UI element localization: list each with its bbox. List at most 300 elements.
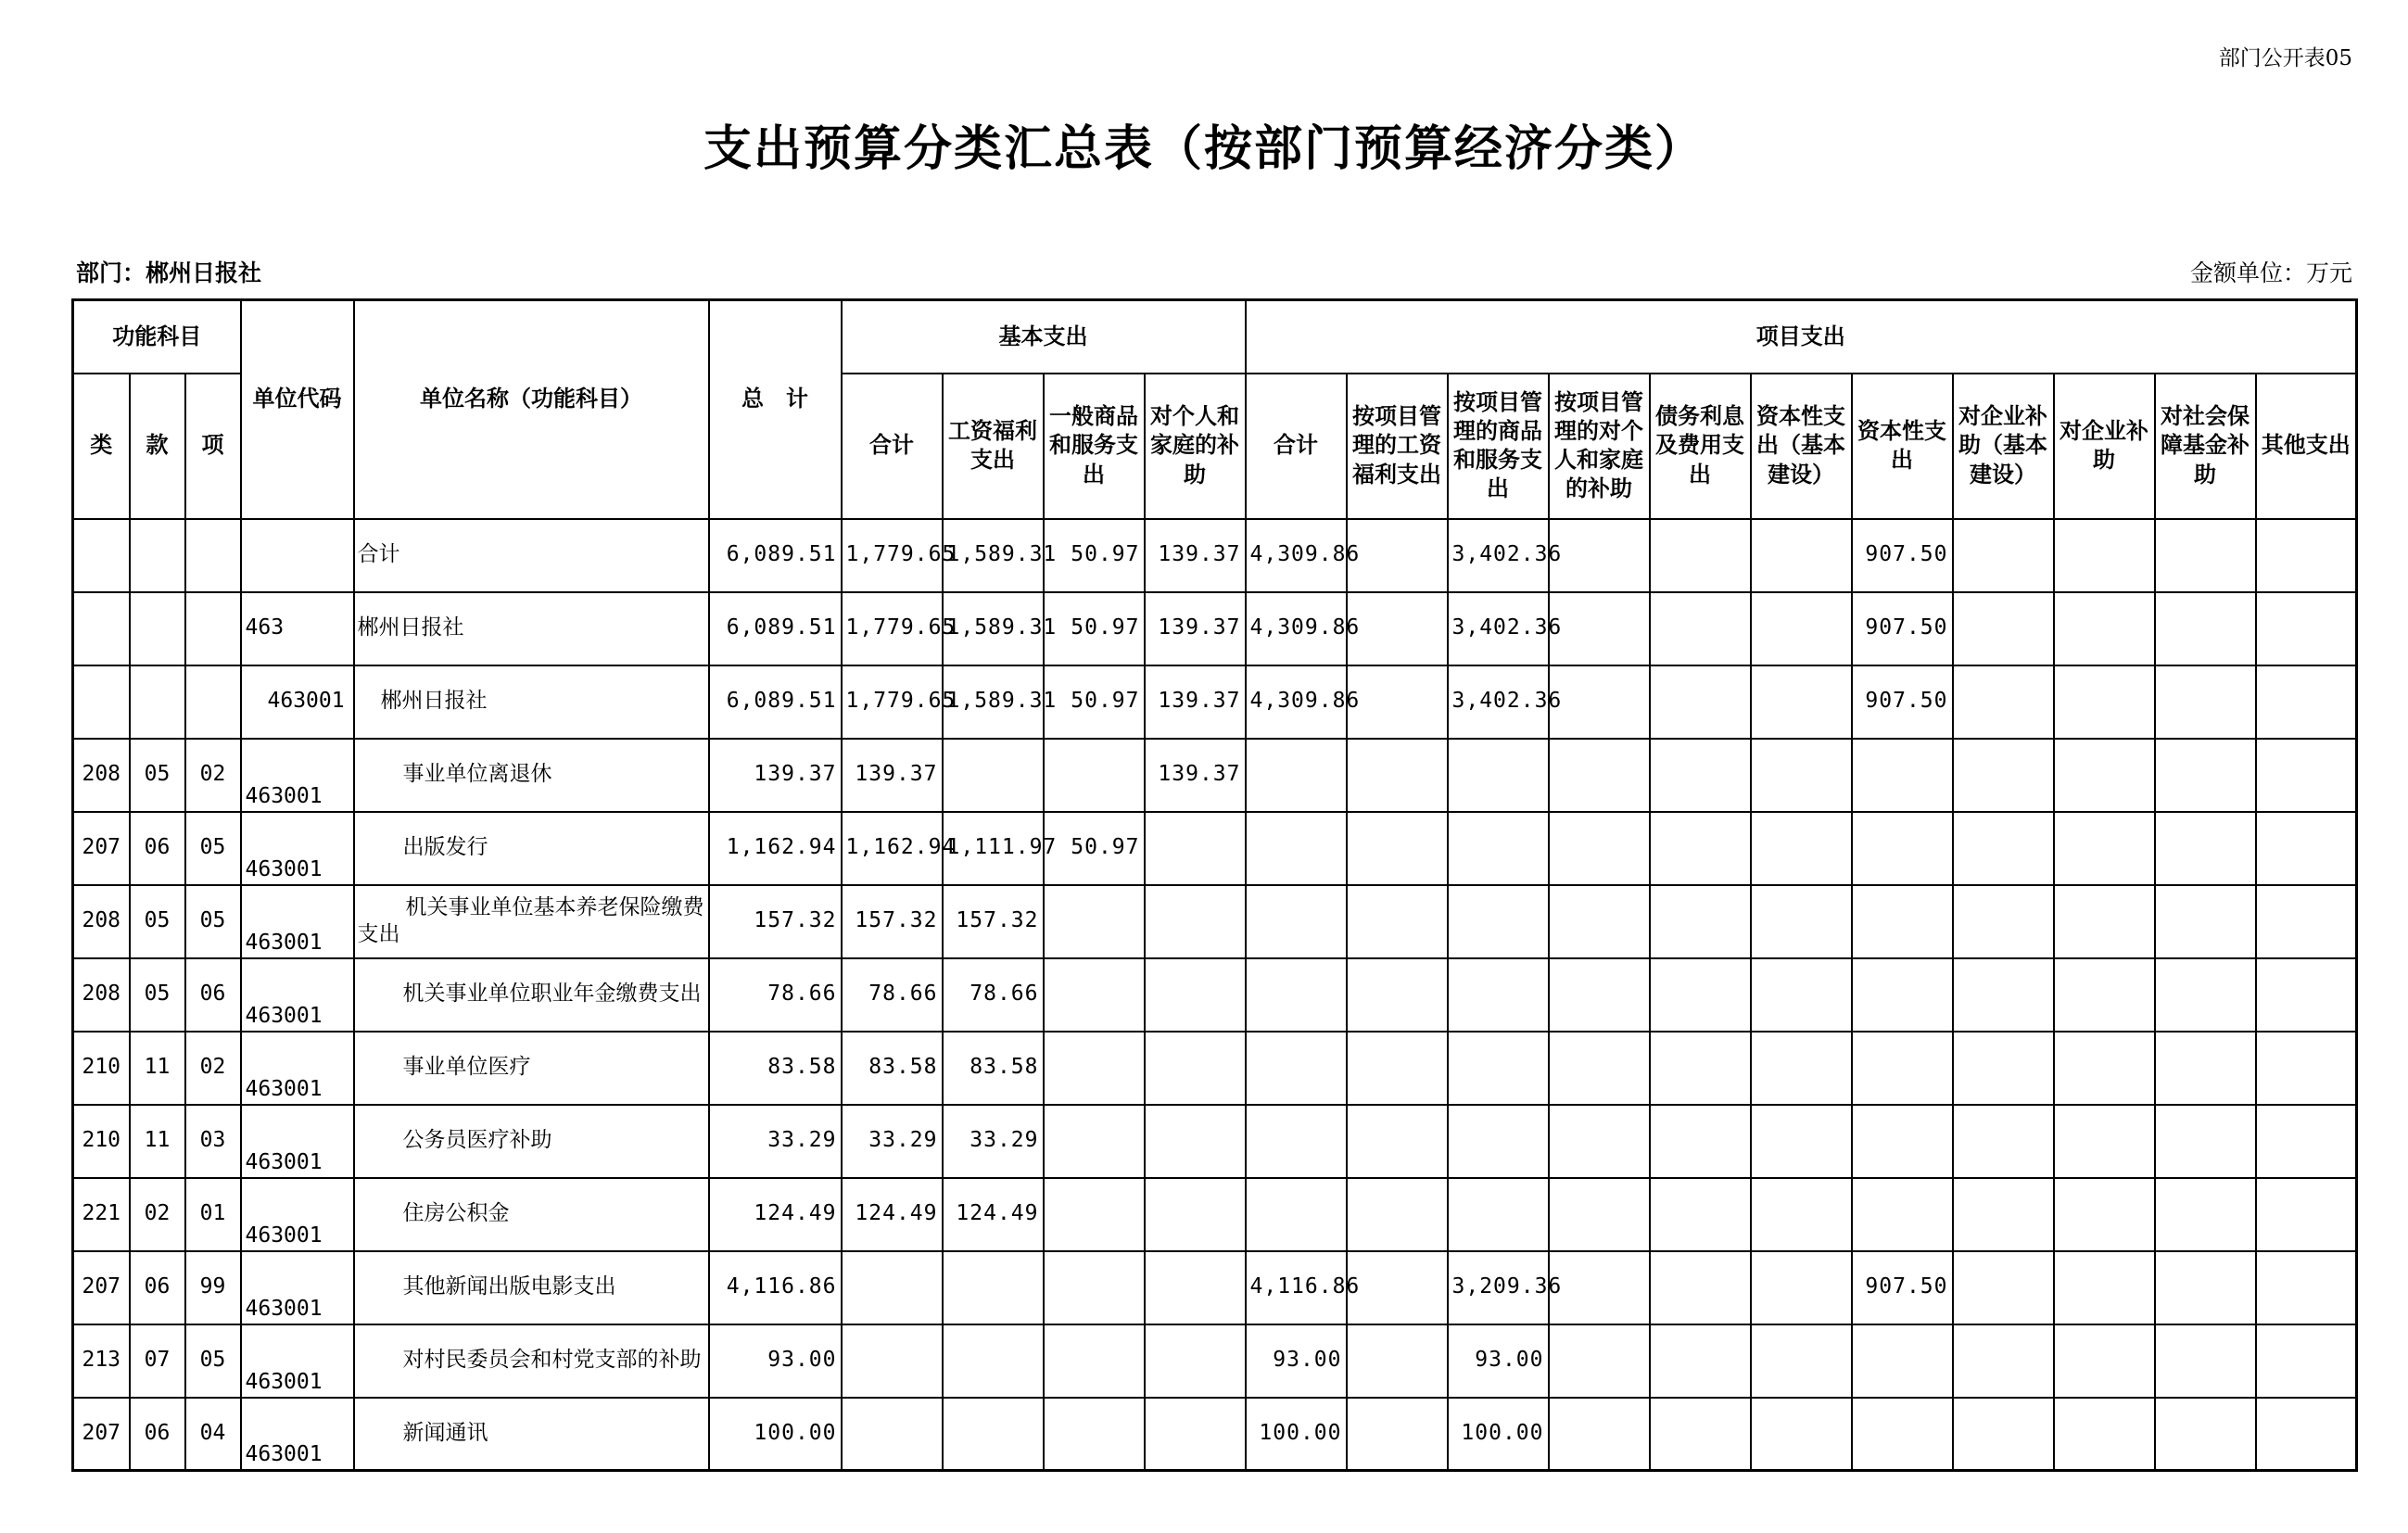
cell-unit-code: 463001: [241, 812, 354, 885]
cell-p-capbuild: [1751, 958, 1852, 1032]
cell-p-social: [2155, 1105, 2256, 1178]
cell-p-entbuild: [1953, 1324, 2054, 1398]
cell-b-goods: [1044, 1105, 1145, 1178]
cell-total: 4,116.86: [709, 1251, 842, 1324]
cell-xiang: 01: [185, 1178, 241, 1251]
cell-total: 83.58: [709, 1032, 842, 1105]
cell-b-wage: 83.58: [943, 1032, 1044, 1105]
cell-p-capbuild: [1751, 1105, 1852, 1178]
cell-p-social: [2155, 1398, 2256, 1471]
budget-table: [71, 298, 2358, 1472]
cell-p-goods: 3,402.36: [1448, 665, 1549, 739]
cell-p-entbuild: [1953, 1251, 2054, 1324]
header-lei: 类: [73, 374, 130, 519]
cell-p-wage: [1347, 1105, 1448, 1178]
header-project-col: 对企业补助（基本建设）: [1953, 374, 2054, 519]
cell-b-total: 1,779.65: [842, 519, 943, 592]
header-project-col: 按项目管理的工资福利支出: [1347, 374, 1448, 519]
cell-xiang: 02: [185, 1032, 241, 1105]
cell-lei: 210: [73, 1032, 130, 1105]
cell-unit-name: 其他新闻出版电影支出: [354, 1251, 709, 1324]
cell-p-cap: [1852, 1398, 1953, 1471]
cell-unit-code: 463001: [241, 885, 354, 958]
cell-p-goods: [1448, 885, 1549, 958]
cell-b-goods: [1044, 1324, 1145, 1398]
cell-p-social: [2155, 1032, 2256, 1105]
cell-p-wage: [1347, 1032, 1448, 1105]
cell-p-entbuild: [1953, 592, 2054, 665]
cell-p-ent: [2054, 519, 2155, 592]
cell-b-family: [1145, 1032, 1246, 1105]
header-basic-expense: 基本支出: [842, 300, 1246, 374]
cell-p-cap: [1852, 1178, 1953, 1251]
cell-p-capbuild: [1751, 1398, 1852, 1471]
cell-unit-code: 463001: [241, 1251, 354, 1324]
table-row: [73, 1105, 2357, 1178]
cell-p-cap: [1852, 958, 1953, 1032]
cell-p-other: [2256, 739, 2357, 812]
cell-p-cap: [1852, 812, 1953, 885]
header-project-col: 对企业补助: [2054, 374, 2155, 519]
cell-p-debt: [1650, 1178, 1751, 1251]
cell-p-cap: 907.50: [1852, 592, 1953, 665]
cell-p-total: 4,116.86: [1246, 1251, 1347, 1324]
cell-p-entbuild: [1953, 885, 2054, 958]
table-row: [73, 1324, 2357, 1398]
cell-p-ent: [2054, 1178, 2155, 1251]
cell-p-total: [1246, 1178, 1347, 1251]
cell-b-wage: [943, 739, 1044, 812]
cell-kuan: [130, 519, 185, 592]
cell-b-total: 33.29: [842, 1105, 943, 1178]
cell-p-other: [2256, 665, 2357, 739]
cell-lei: 213: [73, 1324, 130, 1398]
cell-p-entbuild: [1953, 1105, 2054, 1178]
cell-p-debt: [1650, 1105, 1751, 1178]
cell-lei: 208: [73, 739, 130, 812]
cell-p-other: [2256, 592, 2357, 665]
cell-xiang: 04: [185, 1398, 241, 1471]
cell-p-capbuild: [1751, 1251, 1852, 1324]
cell-p-social: [2155, 592, 2256, 665]
cell-p-cap: [1852, 1032, 1953, 1105]
cell-p-debt: [1650, 665, 1751, 739]
cell-unit-name: 住房公积金: [354, 1178, 709, 1251]
cell-p-cap: [1852, 739, 1953, 812]
cell-lei: 210: [73, 1105, 130, 1178]
cell-p-family: [1549, 1251, 1650, 1324]
cell-unit-code: 463001: [241, 1178, 354, 1251]
cell-p-wage: [1347, 1398, 1448, 1471]
cell-kuan: 02: [130, 1178, 185, 1251]
header-unit-name: 单位名称（功能科目）: [354, 300, 709, 519]
cell-p-family: [1549, 1324, 1650, 1398]
cell-p-wage: [1347, 1324, 1448, 1398]
cell-p-goods: [1448, 812, 1549, 885]
cell-b-goods: [1044, 1251, 1145, 1324]
table-row: [73, 1398, 2357, 1471]
cell-lei: 208: [73, 885, 130, 958]
header-project-col: 按项目管理的商品和服务支出: [1448, 374, 1549, 519]
cell-b-total: [842, 1398, 943, 1471]
cell-p-social: [2155, 1251, 2256, 1324]
cell-b-goods: 50.97: [1044, 665, 1145, 739]
cell-total: 157.32: [709, 885, 842, 958]
cell-p-goods: 3,209.36: [1448, 1251, 1549, 1324]
cell-total: 6,089.51: [709, 519, 842, 592]
cell-b-wage: 1,111.97: [943, 812, 1044, 885]
cell-p-entbuild: [1953, 739, 2054, 812]
table-row: [73, 1032, 2357, 1105]
header-basic-col: 一般商品和服务支出: [1044, 374, 1145, 519]
table-row: [73, 1178, 2357, 1251]
cell-b-wage: 1,589.31: [943, 592, 1044, 665]
cell-unit-code: 463: [241, 592, 354, 665]
cell-p-total: [1246, 1105, 1347, 1178]
cell-p-family: [1549, 958, 1650, 1032]
cell-p-goods: 3,402.36: [1448, 519, 1549, 592]
cell-xiang: 05: [185, 812, 241, 885]
cell-total: 139.37: [709, 739, 842, 812]
cell-lei: [73, 519, 130, 592]
cell-b-family: [1145, 1251, 1246, 1324]
cell-p-capbuild: [1751, 812, 1852, 885]
cell-b-wage: 157.32: [943, 885, 1044, 958]
cell-p-ent: [2054, 812, 2155, 885]
cell-unit-code: 463001: [241, 958, 354, 1032]
header-unit-code: 单位代码: [241, 300, 354, 519]
cell-p-other: [2256, 1105, 2357, 1178]
cell-b-goods: [1044, 885, 1145, 958]
cell-lei: 221: [73, 1178, 130, 1251]
cell-b-goods: 50.97: [1044, 592, 1145, 665]
cell-unit-code: 463001: [241, 1032, 354, 1105]
cell-kuan: 05: [130, 885, 185, 958]
cell-lei: 207: [73, 812, 130, 885]
cell-b-family: 139.37: [1145, 592, 1246, 665]
cell-p-debt: [1650, 592, 1751, 665]
cell-p-family: [1549, 519, 1650, 592]
cell-total: 1,162.94: [709, 812, 842, 885]
cell-unit-name: 机关事业单位职业年金缴费支出: [354, 958, 709, 1032]
cell-p-cap: [1852, 1105, 1953, 1178]
cell-b-family: 139.37: [1145, 519, 1246, 592]
cell-p-total: 4,309.86: [1246, 519, 1347, 592]
cell-p-ent: [2054, 592, 2155, 665]
cell-unit-name: 事业单位医疗: [354, 1032, 709, 1105]
cell-b-family: [1145, 958, 1246, 1032]
cell-xiang: 05: [185, 1324, 241, 1398]
cell-p-goods: [1448, 958, 1549, 1032]
cell-p-entbuild: [1953, 665, 2054, 739]
cell-p-social: [2155, 885, 2256, 958]
header-function-subject: 功能科目: [73, 300, 241, 374]
cell-p-total: 100.00: [1246, 1398, 1347, 1471]
cell-p-other: [2256, 1251, 2357, 1324]
cell-p-goods: [1448, 1178, 1549, 1251]
cell-p-entbuild: [1953, 519, 2054, 592]
cell-p-capbuild: [1751, 519, 1852, 592]
cell-p-debt: [1650, 885, 1751, 958]
cell-p-family: [1549, 1032, 1650, 1105]
cell-p-other: [2256, 1398, 2357, 1471]
cell-p-wage: [1347, 1251, 1448, 1324]
cell-kuan: 06: [130, 1398, 185, 1471]
cell-p-debt: [1650, 1251, 1751, 1324]
cell-p-entbuild: [1953, 1398, 2054, 1471]
cell-p-family: [1549, 1105, 1650, 1178]
table-row: [73, 519, 2357, 592]
cell-p-other: [2256, 1178, 2357, 1251]
cell-b-family: 139.37: [1145, 665, 1246, 739]
cell-b-wage: [943, 1251, 1044, 1324]
cell-p-other: [2256, 519, 2357, 592]
cell-p-family: [1549, 665, 1650, 739]
cell-p-ent: [2054, 1032, 2155, 1105]
cell-unit-code: 463001: [241, 739, 354, 812]
cell-p-capbuild: [1751, 885, 1852, 958]
cell-kuan: 05: [130, 739, 185, 812]
cell-p-social: [2155, 812, 2256, 885]
cell-total: 100.00: [709, 1398, 842, 1471]
header-project-col: 债务利息及费用支出: [1650, 374, 1751, 519]
cell-lei: [73, 592, 130, 665]
cell-b-family: 139.37: [1145, 739, 1246, 812]
cell-total: 6,089.51: [709, 592, 842, 665]
cell-total: 78.66: [709, 958, 842, 1032]
cell-b-wage: 1,589.31: [943, 519, 1044, 592]
department-label: 部门：郴州日报社: [76, 260, 262, 286]
cell-p-cap: 907.50: [1852, 665, 1953, 739]
cell-p-goods: 3,402.36: [1448, 592, 1549, 665]
cell-b-family: [1145, 812, 1246, 885]
cell-lei: 207: [73, 1251, 130, 1324]
cell-p-debt: [1650, 958, 1751, 1032]
cell-xiang: 99: [185, 1251, 241, 1324]
cell-p-ent: [2054, 1398, 2155, 1471]
table-row: [73, 1251, 2357, 1324]
cell-unit-name: 机关事业单位基本养老保险缴费支出: [354, 885, 709, 958]
cell-b-total: 157.32: [842, 885, 943, 958]
table-row: [73, 665, 2357, 739]
cell-b-total: [842, 1251, 943, 1324]
header-basic-col: 工资福利支出: [943, 374, 1044, 519]
cell-p-debt: [1650, 739, 1751, 812]
cell-p-wage: [1347, 592, 1448, 665]
cell-xiang: [185, 665, 241, 739]
cell-b-wage: 33.29: [943, 1105, 1044, 1178]
cell-p-other: [2256, 1032, 2357, 1105]
table-row: [73, 739, 2357, 812]
cell-p-wage: [1347, 812, 1448, 885]
cell-unit-code: [241, 519, 354, 592]
cell-b-total: 1,779.65: [842, 592, 943, 665]
cell-p-social: [2155, 519, 2256, 592]
header-project-col: 按项目管理的对个人和家庭的补助: [1549, 374, 1650, 519]
cell-b-total: 83.58: [842, 1032, 943, 1105]
cell-p-capbuild: [1751, 1032, 1852, 1105]
cell-p-family: [1549, 592, 1650, 665]
table-row: [73, 812, 2357, 885]
cell-p-total: [1246, 958, 1347, 1032]
cell-xiang: 06: [185, 958, 241, 1032]
cell-p-family: [1549, 1398, 1650, 1471]
cell-b-wage: [943, 1324, 1044, 1398]
cell-p-social: [2155, 665, 2256, 739]
cell-unit-name: 新闻通讯: [354, 1398, 709, 1471]
cell-p-wage: [1347, 519, 1448, 592]
table-row: [73, 885, 2357, 958]
cell-p-total: [1246, 1032, 1347, 1105]
cell-unit-name: 郴州日报社: [354, 665, 709, 739]
cell-p-other: [2256, 885, 2357, 958]
cell-unit-name: 公务员医疗补助: [354, 1105, 709, 1178]
cell-p-capbuild: [1751, 592, 1852, 665]
cell-p-entbuild: [1953, 812, 2054, 885]
cell-p-social: [2155, 739, 2256, 812]
cell-xiang: 02: [185, 739, 241, 812]
cell-p-ent: [2054, 1105, 2155, 1178]
cell-p-goods: [1448, 1032, 1549, 1105]
cell-b-goods: [1044, 1032, 1145, 1105]
cell-b-wage: 1,589.31: [943, 665, 1044, 739]
header-project-col: 合计: [1246, 374, 1347, 519]
cell-xiang: [185, 592, 241, 665]
cell-p-goods: 93.00: [1448, 1324, 1549, 1398]
cell-b-goods: 50.97: [1044, 812, 1145, 885]
cell-unit-name: 合计: [354, 519, 709, 592]
cell-kuan: 07: [130, 1324, 185, 1398]
cell-p-family: [1549, 885, 1650, 958]
cell-p-total: [1246, 739, 1347, 812]
header-project-col: 对社会保障基金补助: [2155, 374, 2256, 519]
cell-b-wage: 78.66: [943, 958, 1044, 1032]
cell-p-debt: [1650, 1398, 1751, 1471]
cell-unit-name: 郴州日报社: [354, 592, 709, 665]
cell-unit-code: 463001: [241, 665, 354, 739]
cell-p-cap: 907.50: [1852, 519, 1953, 592]
cell-p-total: 93.00: [1246, 1324, 1347, 1398]
cell-p-cap: [1852, 1324, 1953, 1398]
cell-p-total: 4,309.86: [1246, 665, 1347, 739]
header-basic-col: 对个人和家庭的补助: [1145, 374, 1246, 519]
cell-b-total: 1,162.94: [842, 812, 943, 885]
cell-lei: [73, 665, 130, 739]
budget-table-body: [73, 519, 2357, 1471]
cell-p-capbuild: [1751, 665, 1852, 739]
cell-p-other: [2256, 958, 2357, 1032]
cell-kuan: 05: [130, 958, 185, 1032]
cell-p-wage: [1347, 958, 1448, 1032]
cell-b-total: 124.49: [842, 1178, 943, 1251]
cell-p-capbuild: [1751, 1324, 1852, 1398]
cell-unit-code: 463001: [241, 1398, 354, 1471]
cell-p-other: [2256, 812, 2357, 885]
cell-p-debt: [1650, 1324, 1751, 1398]
cell-b-family: [1145, 1324, 1246, 1398]
cell-total: 33.29: [709, 1105, 842, 1178]
cell-p-goods: [1448, 739, 1549, 812]
cell-p-ent: [2054, 1251, 2155, 1324]
cell-p-entbuild: [1953, 1178, 2054, 1251]
cell-b-wage: 124.49: [943, 1178, 1044, 1251]
form-number: 部门公开表05: [2218, 46, 2352, 70]
cell-p-ent: [2054, 885, 2155, 958]
header-project-expense: 项目支出: [1246, 300, 2357, 374]
cell-p-entbuild: [1953, 1032, 2054, 1105]
page-title: 支出预算分类汇总表（按部门预算经济分类）: [703, 120, 1705, 177]
cell-p-ent: [2054, 1324, 2155, 1398]
cell-b-total: [842, 1324, 943, 1398]
cell-total: 124.49: [709, 1178, 842, 1251]
cell-p-other: [2256, 1324, 2357, 1398]
cell-p-total: 4,309.86: [1246, 592, 1347, 665]
cell-p-ent: [2054, 739, 2155, 812]
cell-p-total: [1246, 885, 1347, 958]
cell-p-cap: 907.50: [1852, 1251, 1953, 1324]
cell-b-goods: [1044, 739, 1145, 812]
cell-total: 6,089.51: [709, 665, 842, 739]
cell-p-entbuild: [1953, 958, 2054, 1032]
header-basic-col: 合计: [842, 374, 943, 519]
cell-b-total: 139.37: [842, 739, 943, 812]
cell-p-social: [2155, 1178, 2256, 1251]
cell-p-cap: [1852, 885, 1953, 958]
header-total: 总 计: [709, 300, 842, 519]
cell-b-goods: [1044, 958, 1145, 1032]
cell-p-capbuild: [1751, 1178, 1852, 1251]
cell-b-family: [1145, 1178, 1246, 1251]
cell-p-debt: [1650, 812, 1751, 885]
header-project-col: 资本性支出: [1852, 374, 1953, 519]
cell-p-wage: [1347, 665, 1448, 739]
cell-unit-code: 463001: [241, 1324, 354, 1398]
header-kuan: 款: [130, 374, 185, 519]
header-project-col: 其他支出: [2256, 374, 2357, 519]
cell-p-family: [1549, 812, 1650, 885]
cell-p-family: [1549, 739, 1650, 812]
cell-p-debt: [1650, 1032, 1751, 1105]
cell-b-wage: [943, 1398, 1044, 1471]
cell-xiang: [185, 519, 241, 592]
cell-kuan: [130, 592, 185, 665]
cell-kuan: 06: [130, 1251, 185, 1324]
cell-p-goods: 100.00: [1448, 1398, 1549, 1471]
cell-lei: 208: [73, 958, 130, 1032]
cell-p-wage: [1347, 885, 1448, 958]
cell-b-total: 1,779.65: [842, 665, 943, 739]
cell-p-social: [2155, 958, 2256, 1032]
cell-b-total: 78.66: [842, 958, 943, 1032]
table-row: [73, 958, 2357, 1032]
header-project-col: 资本性支出（基本建设）: [1751, 374, 1852, 519]
cell-p-family: [1549, 1178, 1650, 1251]
cell-unit-name: 对村民委员会和村党支部的补助: [354, 1324, 709, 1398]
cell-xiang: 05: [185, 885, 241, 958]
cell-kuan: [130, 665, 185, 739]
cell-p-ent: [2054, 665, 2155, 739]
cell-kuan: 11: [130, 1032, 185, 1105]
cell-xiang: 03: [185, 1105, 241, 1178]
cell-p-ent: [2054, 958, 2155, 1032]
cell-b-family: [1145, 1398, 1246, 1471]
cell-unit-name: 事业单位离退休: [354, 739, 709, 812]
header-xiang: 项: [185, 374, 241, 519]
cell-b-goods: [1044, 1398, 1145, 1471]
cell-b-family: [1145, 1105, 1246, 1178]
amount-unit-label: 金额单位：万元: [2189, 260, 2352, 286]
cell-unit-code: 463001: [241, 1105, 354, 1178]
